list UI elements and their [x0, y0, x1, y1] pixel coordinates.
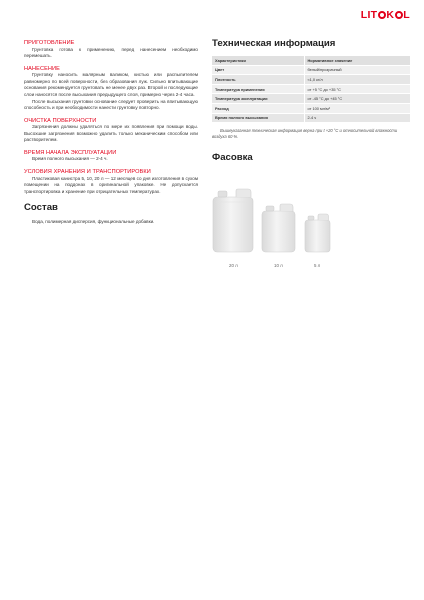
packaging-cans — [212, 173, 410, 273]
packaging-title: Фасовка — [212, 152, 253, 163]
tech-header-value: Нормативное значение — [304, 56, 410, 66]
canister-5l-label: 5 л — [314, 262, 321, 268]
tech-table-header — [212, 56, 410, 66]
tech-row-key: Температура применения — [212, 84, 304, 94]
section-text-application-2: После высыхания грунтовки основание следует проверить на впитывающую способность и при необходимости нанести грунтовку повторно. — [24, 98, 198, 111]
tech-header-key: Характеристики — [212, 56, 304, 66]
table-row — [212, 65, 410, 75]
tech-row-value: от +5 °С до +35 °С — [304, 84, 410, 94]
table-row — [212, 103, 410, 113]
tech-row-key: Расход — [212, 103, 304, 113]
logo-o-ring-icon — [395, 11, 403, 19]
tech-table — [212, 56, 410, 124]
tech-row-value: от 100 мл/м² — [304, 103, 410, 113]
section-text-cleaning: Загрязнения должны удаляться по мере их появления при помощи воды. Высохшие загрязнения возможно удалить только механическим способом или растворителем. — [24, 124, 198, 143]
section-heading-preparation: ПРИГОТОВЛЕНИЕ — [24, 40, 75, 46]
table-row — [212, 113, 410, 123]
tech-row-value: ≈1,0 кг/л — [304, 75, 410, 85]
canister-20l-icon — [212, 188, 254, 253]
section-text-start-of-use: Время полного высыхания — 2-4 ч. — [32, 156, 108, 162]
tech-row-key: Плотность — [212, 75, 304, 85]
tech-note: Вышеуказанная техническая информация верна при t +20 °С и относительной влажности воздуха 60 %. — [212, 128, 398, 140]
tech-row-key: Цвет — [212, 65, 304, 75]
section-heading-start-of-use: ВРЕМЯ НАЧАЛА ЭКСПЛУАТАЦИИ — [24, 149, 117, 156]
section-heading-storage: УСЛОВИЯ ХРАНЕНИЯ И ТРАНСПОРТИРОВКИ — [24, 169, 151, 175]
tech-row-key: Температура эксплуатации — [212, 94, 304, 104]
composition-text: Вода, полимерная дисперсия, функциональные добавки. — [32, 218, 155, 224]
canister-10l-icon — [261, 203, 296, 253]
table-row — [212, 75, 410, 85]
section-text-storage: Пластиковая канистра 5, 10, 20 л — 12 месяцев со дня изготовления в сухом помещении на поддонах в оригинальной упаковке. Не допускается транспортировка и хранение при отрицательных температурах. — [24, 175, 198, 194]
logo-o-ring-icon — [378, 11, 386, 19]
section-text-preparation: Грунтовка готова к применению, перед нанесением необходимо перемешать. — [24, 46, 198, 59]
section-heading-application: НАНЕСЕНИЕ — [24, 65, 61, 72]
canister-5l-icon — [304, 213, 331, 253]
canister-10l-label: 10 л — [274, 262, 283, 268]
tech-row-value: от -45 °С до +45 °С — [304, 94, 410, 104]
table-row — [212, 84, 410, 94]
section-text-application: Грунтовку наносить малярным валиком, кистью или распылителем равномерно по всей поверхности, без образования луж. Сильно впитывающие основания рекомендуется грунтовать не менее двух раз. Второй и последующие слои наносятся после высыхания предыдущего слоя, примерно через 2-4 часа. — [24, 72, 198, 97]
tech-row-key: Время полного высыхания — [212, 113, 304, 123]
tech-row-value: белый/прозрачный — [304, 65, 410, 75]
litokol-logo — [361, 9, 410, 21]
right-column — [212, 38, 410, 273]
canister-20l-label: 20 л — [229, 262, 238, 268]
left-column — [24, 38, 198, 225]
section-heading-cleaning: ОЧИСТКА ПОВЕРХНОСТИ — [24, 117, 97, 124]
tech-row-value: 2-4 ч — [304, 113, 410, 123]
logo-text: LIT K L — [360, 9, 410, 21]
composition-title: Состав — [24, 202, 58, 214]
tech-info-title: Техническая информация — [212, 38, 336, 49]
table-row — [212, 94, 410, 104]
